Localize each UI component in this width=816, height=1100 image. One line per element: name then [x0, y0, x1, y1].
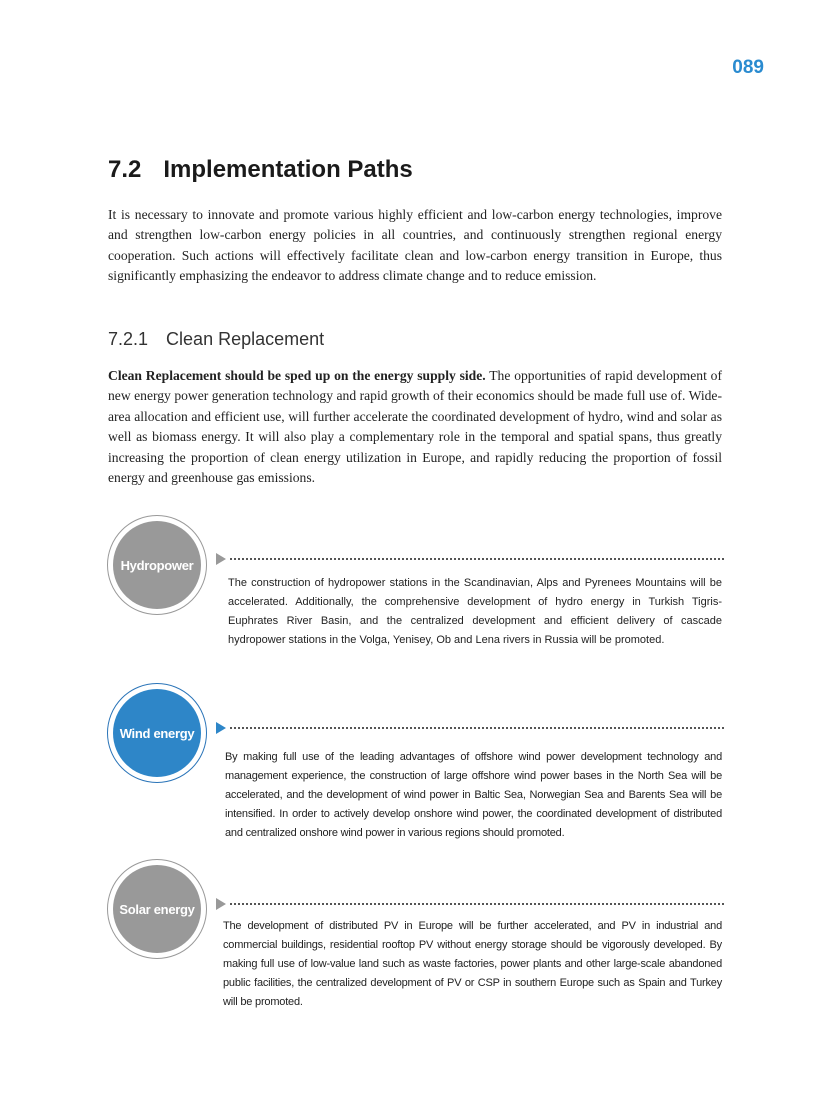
hydropower-description: The construction of hydropower stations in the Scandinavian, Alps and Pyrenees Mountains will be accelerated. Additionally, the comprehensive development of hydro energy in Turkish Tigris-Euphrates River Basin, and the centralized development and efficient delivery of cascade hydropower stations in the Volga, Yenisey, Ob and Lena rivers in Russia will be promoted. [228, 577, 722, 646]
solar-energy-description: The development of distributed PV in Europe will be further accelerated, and PV in industrial and commercial buildings, residential rooftop PV without energy storage should be vigorously developed. By making full use of low-value land such as waste factories, power plants and other large-scale abandoned public facilities, the centralized development of PV or CSP in southern Europe such as Spain and Turkey will be promoted. [223, 920, 722, 1008]
subsection-title [108, 329, 324, 350]
dotted-divider [230, 903, 724, 905]
hydropower-badge [107, 515, 207, 615]
section-number: 7.2 [108, 156, 142, 183]
solar-energy-label: Solar energy [113, 865, 201, 953]
hydropower-label: Hydropower [113, 521, 201, 609]
section-title [108, 156, 413, 184]
subsection-title-text: Clean Replacement [166, 329, 325, 349]
intro-paragraph: It is necessary to innovate and promote various highly efficient and low-carbon energy technologies, improve and strengthen low-carbon energy policies in all countries, and continuously strengthen regional energy cooperation. Such actions will effectively facilitate clean and low-carbon energy transition in Europe, thus significantly emphasizing the endeavor to address climate change and to reduce emission. [108, 207, 722, 284]
clean-replacement-paragraph [108, 366, 722, 488]
dotted-divider [230, 727, 724, 729]
wind-energy-description: By making full use of the leading advantages of offshore wind power development technology and management experience, the construction of large offshore wind power bases in the North Sea will be accelerated, and the development of wind power in Baltic Sea, Norwegian Sea and Barents Sea will be intensified. In order to actively develop onshore wind power, the coordinated development of distributed and centralized onshore wind power in various regions should promoted. [225, 751, 722, 839]
wind-energy-label: Wind energy [113, 689, 201, 777]
lead-sentence: Clean Replacement should be sped up on the energy supply side. [108, 368, 486, 383]
solar-energy-badge [107, 859, 207, 959]
body-text: The opportunities of rapid development of new energy power generation technology and rapid growth of their economics should be made full use of. Wide-area allocation and efficient use, will further accelerate the coordinated development of hydro, wind and solar as well as biomass energy. It will also play a complementary role in the temporal and spatial spans, thus greatly increasing the proportion of clean energy utilization in Europe, and rapidly reducing the proportion of fossil energy and greenhouse gas emissions. [108, 368, 722, 486]
wind-energy-badge [107, 683, 207, 783]
arrow-icon [216, 898, 226, 910]
arrow-icon [216, 722, 226, 734]
dotted-divider [230, 558, 724, 560]
subsection-number: 7.2.1 [108, 329, 149, 349]
page-number: 089 [732, 57, 764, 78]
section-title-text: Implementation Paths [163, 156, 413, 183]
arrow-icon [216, 553, 226, 565]
